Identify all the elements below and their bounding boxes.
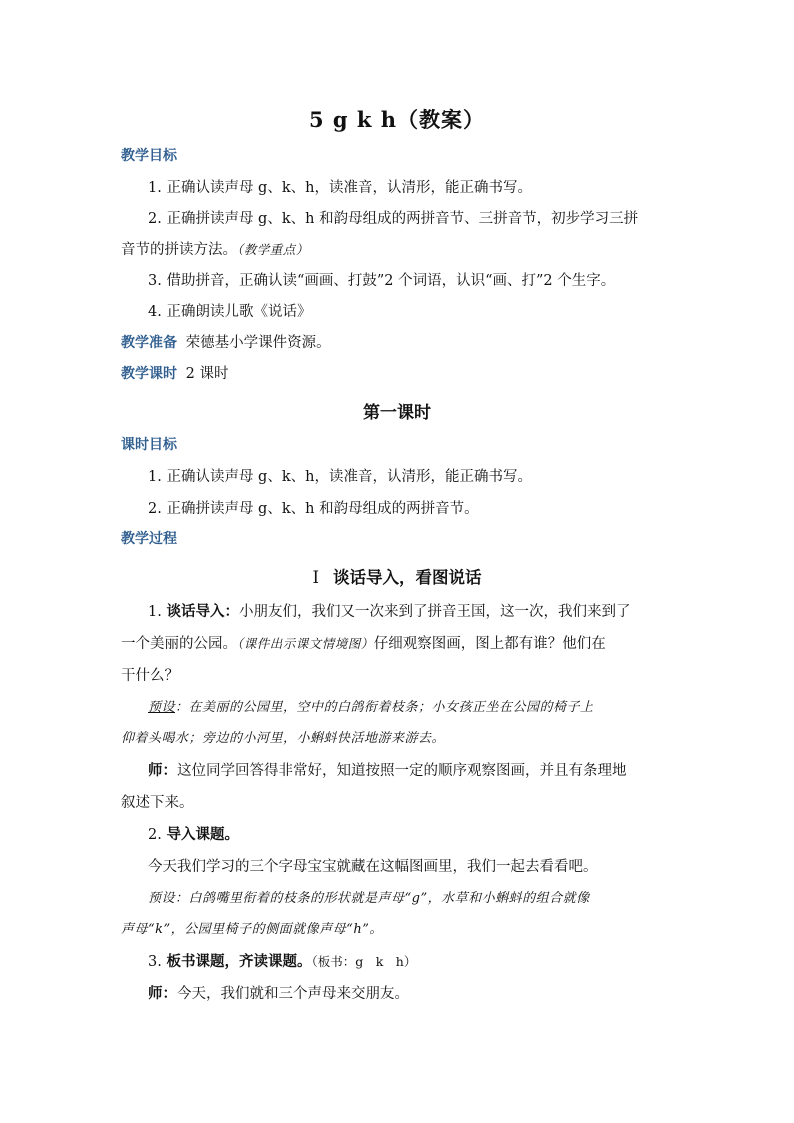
teacher-label-2: 师： bbox=[148, 985, 177, 1002]
section-heading-teaching-goals: 教学目标 bbox=[121, 148, 177, 164]
teaching-prep-label: 教学准备 bbox=[121, 335, 177, 351]
lesson-goal-1: 1. 正确认读声母 g、k、h，读准音，认清形，能正确书写。 bbox=[148, 469, 532, 485]
part-one-number: Ⅰ bbox=[312, 568, 320, 587]
preset-2-line-1: 预设：白鸽嘴里衔着的枝条的形状就是声母“g”，水草和小蝌蚪的组合就像 bbox=[148, 891, 590, 906]
goal-item-4: 4. 正确朗读儿歌《说话》 bbox=[148, 304, 312, 320]
step-3-line bbox=[148, 950, 416, 971]
teacher-remark-1-line-1 bbox=[148, 759, 627, 780]
step-2-number: 2. bbox=[148, 827, 162, 843]
teaching-hours-text: 2 课时 bbox=[185, 366, 229, 382]
document-title: 5 g k h（教案） bbox=[308, 107, 486, 132]
goal-item-2-continued bbox=[121, 238, 309, 259]
teacher-remark-2-text: 今天，我们就和三个声母来交朋友。 bbox=[177, 986, 409, 1002]
step-2-title: 导入课题。 bbox=[166, 826, 239, 843]
step-2-text: 今天我们学习的三个字母宝宝就藏在这幅图画里，我们一起去看看吧。 bbox=[148, 859, 598, 875]
preset-2-line-2: 声母“k”，公园里椅子的侧面就像声母“h”。 bbox=[121, 922, 383, 937]
teaching-hours-label: 教学课时 bbox=[121, 366, 177, 382]
goal-item-2: 2. 正确拼读声母 g、k、h 和韵母组成的两拼音节、三拼音节，初步学习三拼 bbox=[148, 211, 639, 227]
step-1-title: 谈话导入： bbox=[166, 603, 239, 620]
board-writing-note: （板书：g k h） bbox=[311, 954, 417, 969]
step-1-line-1 bbox=[148, 600, 630, 621]
lesson-one-title: 第一课时 bbox=[363, 403, 431, 423]
courseware-note: （课件出示课文情境图） bbox=[237, 636, 374, 651]
teaching-hours-row bbox=[121, 362, 228, 383]
part-one-heading bbox=[0, 564, 794, 588]
goal-item-1: 1. 正确认读声母 g、k、h，读准音，认清形，能正确书写。 bbox=[148, 180, 532, 196]
teacher-remark-2 bbox=[148, 982, 409, 1003]
part-one-title: 谈话导入，看图说话 bbox=[333, 568, 482, 587]
step-2-heading bbox=[148, 823, 239, 844]
preset-1-line-2: 仰着头喝水；旁边的小河里，小蝌蚪快活地游来游去。 bbox=[121, 731, 446, 746]
goal-item-3: 3. 借助拼音，正确认读“画画、打鼓”2 个词语，认识“画、打”2 个生字。 bbox=[148, 273, 616, 289]
step-1-text-1: 小朋友们，我们又一次来到了拼音王国，这一次，我们来到了 bbox=[238, 604, 631, 620]
step-1-text-2b: 仔细观察图画，图上都有谁？他们在 bbox=[373, 636, 606, 652]
lesson-goal-2: 2. 正确拼读声母 g、k、h 和韵母组成的两拼音节。 bbox=[148, 501, 479, 517]
step-1-number: 1. bbox=[148, 604, 162, 620]
preset-1-text-1: ：在美丽的公园里，空中的白鸽衔着枝条；小女孩正坐在公园的椅子上 bbox=[175, 700, 594, 715]
teacher-remark-1-text-1: 这位同学回答得非常好，知道按照一定的顺序观察图画，并且有条理地 bbox=[177, 763, 627, 779]
step-3-title: 板书课题，齐读课题。 bbox=[166, 953, 312, 970]
teaching-prep-text: 荣德基小学课件资源。 bbox=[185, 335, 331, 351]
teaching-prep-row bbox=[121, 331, 331, 352]
preset-1-label: 预设 bbox=[148, 700, 176, 715]
section-heading-teaching-process: 教学过程 bbox=[121, 531, 177, 547]
teacher-remark-1-line-2: 叙述下来。 bbox=[121, 795, 194, 811]
key-point-note: （教学重点） bbox=[237, 242, 309, 257]
step-1-text-2a: 一个美丽的公园。 bbox=[121, 636, 237, 652]
section-heading-lesson-goals: 课时目标 bbox=[121, 437, 177, 453]
step-1-line-3: 干什么？ bbox=[121, 668, 179, 684]
teacher-label-1: 师： bbox=[148, 762, 177, 779]
goal-item-2-tail: 音节的拼读方法。 bbox=[121, 242, 237, 258]
preset-1-line-1 bbox=[148, 696, 594, 715]
step-1-line-2 bbox=[121, 632, 606, 653]
step-3-number: 3. bbox=[148, 954, 162, 970]
